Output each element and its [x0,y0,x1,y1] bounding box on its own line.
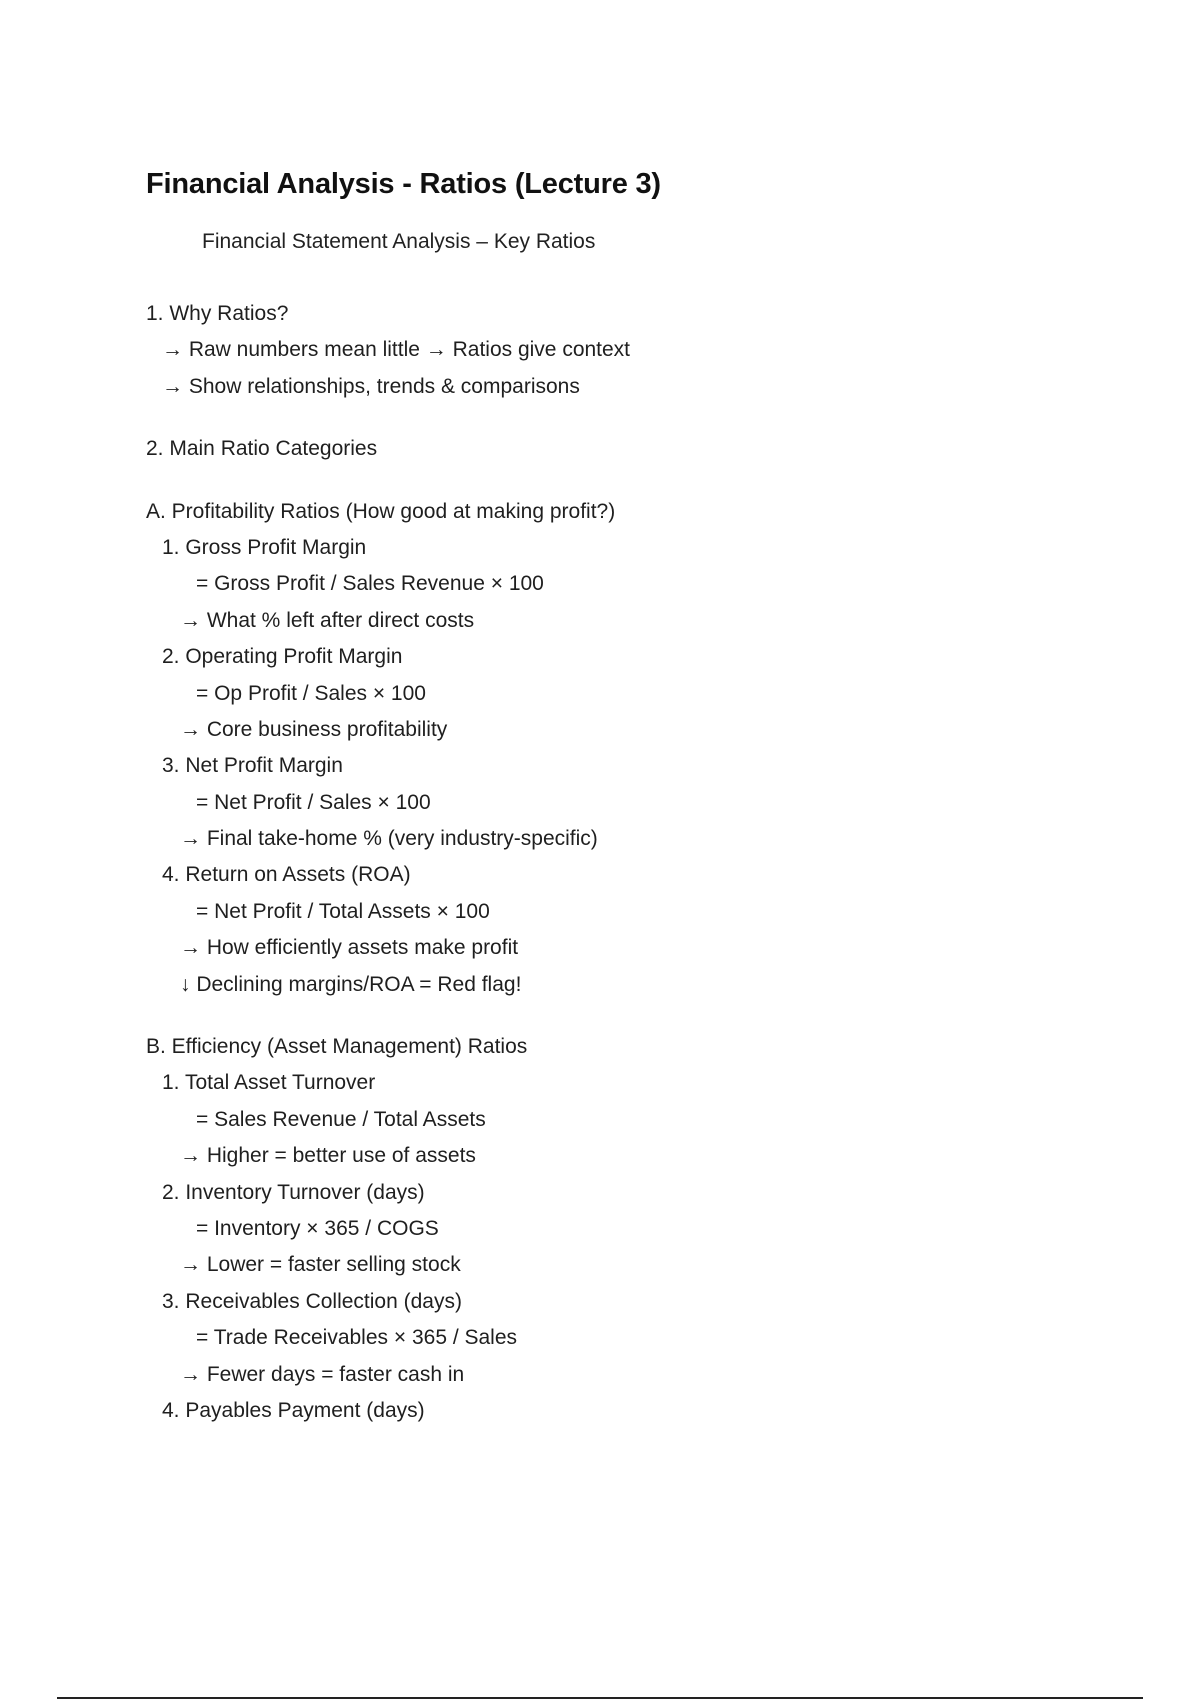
ratio-name: 1. Total Asset Turnover [162,1071,376,1095]
ratio-formula: = Op Profit / Sales × 100 [196,681,426,705]
section-heading-profitability: A. Profitability Ratios (How good at making profit?) [146,499,616,523]
ratio-name: 2. Operating Profit Margin [162,645,403,669]
ratio-formula: = Inventory × 365 / COGS [196,1216,439,1240]
lecture-notes [146,296,1046,1429]
footer-divider [57,1697,1143,1699]
bullet-point: → Show relationships, trends & comparisons [162,374,580,398]
ratio-note: → Higher = better use of assets [180,1144,476,1168]
ratio-formula: = Sales Revenue / Total Assets [196,1107,486,1131]
ratio-formula: = Gross Profit / Sales Revenue × 100 [196,572,544,596]
ratio-note: → Final take-home % (very industry-specific) [180,827,598,851]
section-heading-why-ratios: 1. Why Ratios? [146,302,289,325]
ratio-note: → Lower = faster selling stock [180,1253,461,1277]
ratio-note: → How efficiently assets make profit [180,936,519,960]
ratio-name: 1. Gross Profit Margin [162,535,367,559]
ratio-note: → Core business profitability [180,717,448,741]
ratio-name: 3. Receivables Collection (days) [162,1289,462,1313]
section-heading-efficiency: B. Efficiency (Asset Management) Ratios [146,1035,528,1059]
ratio-note: → Fewer days = faster cash in [180,1362,465,1386]
ratio-name: 4. Payables Payment (days) [162,1398,425,1422]
ratio-name: 4. Return on Assets (ROA) [162,863,411,887]
ratio-formula: = Net Profit / Sales × 100 [196,790,431,814]
document-title: Financial Analysis - Ratios (Lecture 3) [146,168,661,200]
ratio-formula: = Net Profit / Total Assets × 100 [196,899,490,923]
ratio-name: 2. Inventory Turnover (days) [162,1180,425,1204]
ratio-name: 3. Net Profit Margin [162,754,343,778]
bullet-point: → Raw numbers mean little → Ratios give context [162,338,631,362]
ratio-note: → What % left after direct costs [180,608,475,632]
document-subtitle: Financial Statement Analysis – Key Ratios [202,230,596,253]
warning-note: ↓ Declining margins/ROA = Red flag! [180,972,522,996]
section-heading-main-categories: 2. Main Ratio Categories [146,437,378,461]
ratio-formula: = Trade Receivables × 365 / Sales [196,1326,518,1350]
